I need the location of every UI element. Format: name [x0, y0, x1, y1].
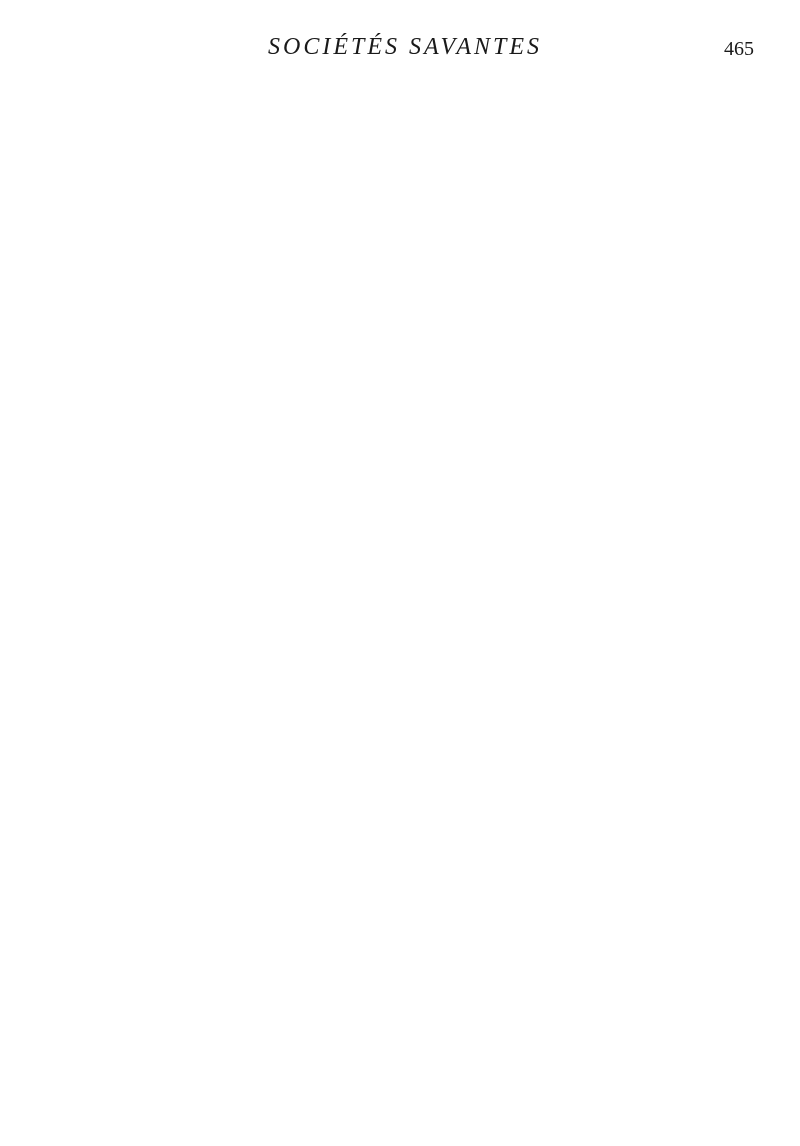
left-column	[56, 70, 395, 1100]
running-head-title: SOCIÉTÉS SAVANTES	[267, 34, 543, 60]
page-number: 465	[724, 38, 754, 60]
running-head	[56, 26, 754, 70]
body-columns	[56, 70, 754, 1100]
right-column	[415, 70, 754, 1100]
